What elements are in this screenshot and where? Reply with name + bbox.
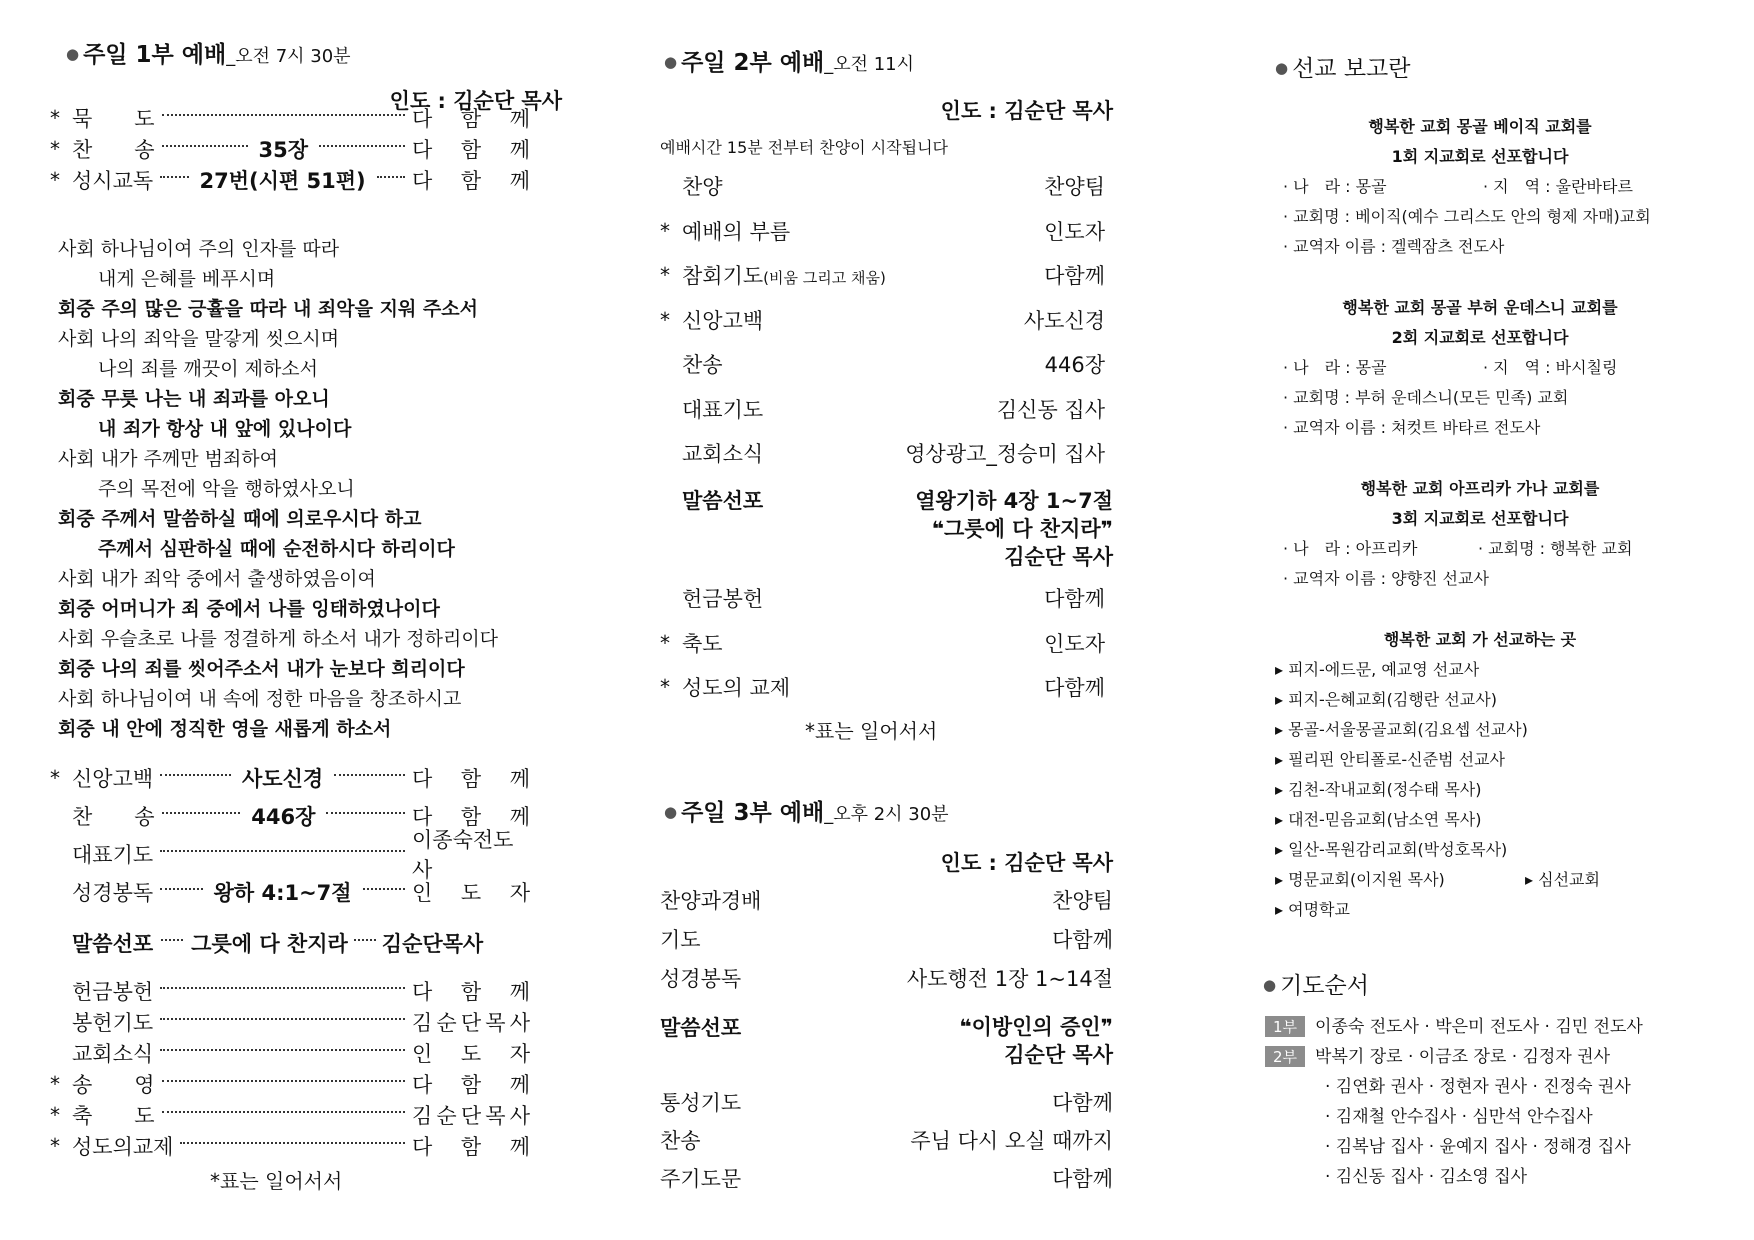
reading-line: 나의 죄를 깨끗이 제하소서 [98, 358, 319, 380]
mission-heading [1275, 50, 1411, 83]
order-value-char: 김 [412, 1104, 433, 1128]
mission-detail-line [1283, 566, 1489, 589]
mission-detail-line [1283, 234, 1504, 257]
bullet-dot-icon: ● [66, 45, 80, 63]
service2-notice: 예배시간 15분 전부터 찬양이 시작됩니다 [660, 138, 948, 157]
reading-line: 회중 무릇 나는 내 죄과를 아오니 [58, 388, 330, 410]
order-value-char: 다 [412, 1073, 433, 1097]
order-label: 찬양 [682, 175, 723, 199]
order-value-char: 사 [509, 1104, 530, 1128]
order-row [660, 1162, 1113, 1194]
leader-dots [160, 987, 405, 989]
order-value-char: 께 [509, 138, 530, 162]
order-label: 헌금봉헌 [72, 980, 154, 1004]
mission-detail: · 교회명 : 부허 운데스니(모든 민족) 교회 [1283, 388, 1569, 407]
order-label: 찬 송 [72, 805, 155, 829]
order-value-char: 함 [460, 1135, 482, 1159]
stand-star: * [50, 1134, 60, 1158]
order-label: 축도 [682, 631, 723, 656]
leader-dots [162, 1111, 405, 1113]
order-value [412, 763, 530, 793]
mission-detail-line [1283, 415, 1540, 438]
prayer-title: 기도순서 [1280, 973, 1369, 999]
sermon-label: 말씀선포 [72, 932, 154, 956]
order-value: 영상광고_정승미 집사 [905, 442, 1105, 466]
order-value-char: 순 [436, 1104, 457, 1128]
order-label: 찬송 [660, 1129, 701, 1153]
bullet-dot-icon: ● [664, 803, 678, 821]
order-label: 묵 도 [72, 107, 155, 131]
order-detail: 35장 [258, 138, 309, 162]
order-value-char: 인 [412, 1042, 433, 1066]
order-label: 봉헌기도 [72, 1011, 154, 1035]
order-value-char: 께 [509, 169, 530, 193]
order-value: 찬양팀 [1044, 175, 1105, 199]
order-label: 찬양과경배 [660, 889, 762, 913]
mission-place: ▸ 필리핀 안티폴로-신준범 선교사 [1275, 750, 1505, 769]
order-row [50, 103, 530, 133]
order-value: 다함께 [1044, 264, 1105, 288]
prayer-names: · 김재철 안수집사 · 심만석 안수집사 [1325, 1107, 1593, 1127]
prayer-line-2: 2부 박복기 장로 · 이금조 장로 · 김정자 권사 [1265, 1042, 1610, 1067]
order-value-char: 사 [509, 1011, 530, 1035]
prayer-names: · 김연화 권사 · 정현자 권사 · 진정숙 권사 [1325, 1077, 1631, 1097]
order-value-char: 다 [412, 107, 433, 131]
mission-block-heading: 3회 지교회로 선포합니다 [1391, 509, 1569, 528]
stand-star: * [50, 766, 60, 790]
order-value-char: 께 [509, 980, 530, 1004]
order-value: 다함께 [1044, 587, 1105, 611]
order-label: 성도의교제 [72, 1135, 174, 1159]
order-value: 인도자 [1044, 631, 1105, 656]
service-badge: 1부 [1265, 1016, 1305, 1037]
sermon-title: 그릇에 다 찬지라 [191, 932, 348, 956]
leader-dots [162, 145, 248, 147]
order-row [660, 1124, 1113, 1156]
leader-dots [160, 888, 202, 890]
order-row [50, 1038, 530, 1068]
mission-list-title: 행복한 교회 가 선교하는 곳 [1383, 630, 1577, 649]
service1-heading [66, 36, 351, 69]
leader-dots [377, 176, 405, 178]
leader-dots [160, 176, 188, 178]
service3-title: 주일 3부 예배 [681, 800, 825, 826]
service1-time: _오전 7시 30분 [226, 46, 351, 67]
order-label: 찬 송 [72, 138, 155, 162]
order-label: 성도의 교제 [682, 676, 791, 700]
leader-dots [160, 850, 405, 852]
order-value [412, 1100, 530, 1130]
service-badge: 2부 [1265, 1046, 1305, 1067]
mission-detail: · 교역자 이름 : 쳐컷트 바타르 전도사 [1283, 418, 1541, 437]
mission-detail: · 교회명 : 베이직(예수 그리스도 안의 형제 자매)교회 [1283, 207, 1651, 226]
leader-dots [160, 1049, 405, 1051]
prayer-line-1: 1부 이종숙 전도사 · 박은미 전도사 · 김민 전도사 [1265, 1012, 1643, 1037]
order-value [412, 134, 530, 164]
leader-dots [334, 774, 405, 776]
order-row [50, 1100, 530, 1130]
order-sublabel: (비움 그리고 채움) [763, 269, 886, 287]
order-row [660, 393, 1105, 425]
order-label: 성시교독 [72, 169, 154, 193]
sermon-scripture: 열왕기하 4장 1~7절 [915, 489, 1113, 513]
leader-dots [363, 888, 405, 890]
order-value [412, 877, 530, 907]
order-row [660, 437, 1105, 469]
order-row [660, 259, 1105, 291]
order-label: 헌금봉헌 [682, 587, 764, 611]
leader-dots [162, 114, 405, 116]
order-row [660, 923, 1113, 955]
mission-place: ▸ 심선교회 [1525, 870, 1600, 889]
stand-star: * [660, 675, 670, 699]
mission-place: ▸ 김천-작내교회(정수태 목사) [1275, 780, 1482, 799]
order-row [660, 884, 1113, 916]
order-value-char: 께 [509, 1135, 530, 1159]
order-value-char: 함 [460, 1073, 482, 1097]
order-value-char: 다 [412, 805, 433, 829]
order-value-char: 자 [509, 881, 530, 905]
stand-star: * [660, 263, 670, 287]
order-value [412, 976, 530, 1006]
stand-star: * [660, 307, 670, 332]
sermon-title: ❝이방인의 증인❞ [959, 1015, 1113, 1039]
leader-dots [160, 774, 231, 776]
stand-star: * [50, 1103, 60, 1127]
order-row [50, 165, 530, 195]
service3-heading [664, 794, 949, 827]
order-value-char: 단 [460, 1011, 482, 1035]
reading-line: 회중 주께서 말씀하실 때에 의로우시다 하고 [58, 508, 422, 530]
mission-detail: · 지 역 : 바시칠링 [1483, 358, 1618, 377]
order-label: 성경봉독 [72, 881, 154, 905]
order-value-char: 다 [412, 767, 433, 791]
mission-place: ▸ 몽골-서울몽골교회(김요셉 선교사) [1275, 720, 1528, 739]
service1-leader: 인도 : 김순단 목사 [389, 89, 562, 113]
order-row [50, 976, 530, 1006]
order-value-char: 도 [460, 881, 482, 905]
order-value-char: 께 [509, 767, 530, 791]
mission-detail-line [1283, 174, 1633, 197]
mission-detail: · 교회명 : 행복한 교회 [1478, 539, 1633, 558]
order-value: 사도행전 1장 1~14절 [906, 967, 1113, 991]
reading-line: 내 죄가 항상 내 앞에 있나이다 [98, 418, 352, 440]
leader-dots [180, 1142, 405, 1144]
mission-place: ▸ 여명학교 [1275, 900, 1350, 919]
mission-place: ▸ 피지-에드문, 예교영 선교사 [1275, 660, 1480, 679]
order-row [50, 1131, 530, 1161]
order-label: 대표기도 [72, 843, 154, 867]
order-value-char: 도 [460, 1042, 482, 1066]
sermon-preacher: 김순단 목사 [1004, 1043, 1113, 1067]
mission-place: ▸ 일산-목원감리교회(박성호목사) [1275, 840, 1508, 859]
service1-title: 주일 1부 예배 [83, 42, 227, 68]
mission-block-heading: 행복한 교회 몽골 베이직 교회를 [1368, 117, 1592, 136]
order-value [412, 165, 530, 195]
order-label: 참회기도(비움 그리고 채움) [682, 264, 886, 288]
reading-line: 회중 내 안에 정직한 영을 새롭게 하소서 [58, 718, 392, 740]
order-value: 사도신경 [1023, 308, 1105, 333]
order-row [660, 215, 1105, 247]
mission-place: ▸ 피지-은혜교회(김행란 선교사) [1275, 690, 1497, 709]
order-value-char: 다 [412, 980, 433, 1004]
sermon-title: ❝그릇에 다 찬지라❞ [931, 517, 1113, 541]
reading-line: 회중 어머니가 죄 중에서 나를 잉태하였나이다 [58, 598, 440, 620]
order-value-char: 다 [412, 138, 433, 162]
order-row [660, 1086, 1113, 1118]
order-value: 찬양팀 [1052, 889, 1113, 913]
mission-detail-line [1283, 204, 1651, 227]
mission-detail: · 교역자 이름 : 양향진 선교사 [1283, 569, 1489, 588]
sermon-preacher: 김순단 목사 [1004, 545, 1113, 569]
reading-line: 회중 나의 죄를 씻어주소서 내가 눈보다 희리이다 [58, 658, 465, 680]
mission-detail: · 나 라 : 몽골 [1283, 358, 1387, 377]
order-detail: 446장 [251, 805, 316, 829]
order-label: 기도 [660, 928, 701, 952]
order-row [50, 134, 530, 164]
stand-star: * [50, 168, 60, 192]
stand-star: * [660, 218, 670, 243]
mission-detail: · 지 역 : 울란바타르 [1483, 177, 1633, 196]
order-label: 찬송 [682, 353, 723, 377]
order-row [660, 304, 1105, 336]
order-label: 성경봉독 [660, 967, 742, 991]
service2-time: _오전 11시 [824, 54, 914, 75]
order-value [412, 103, 530, 133]
service2-title: 주일 2부 예배 [681, 50, 825, 76]
order-row [660, 170, 1105, 202]
order-value: 김신동 집사 [996, 397, 1105, 422]
order-value-char: 께 [509, 805, 530, 829]
mission-detail-line [1283, 355, 1618, 378]
leader-dots [162, 1080, 405, 1082]
order-value-char: 다 [412, 1135, 433, 1159]
reading-line: 사회 하나님이여 내 속에 정한 마음을 창조하시고 [58, 688, 462, 710]
mission-detail: · 나 라 : 몽골 [1283, 177, 1387, 196]
mission-block-heading: 2회 지교회로 선포합니다 [1391, 328, 1569, 347]
order-value-char: 함 [460, 980, 482, 1004]
order-value-char: 함 [460, 107, 482, 131]
order-row [660, 627, 1105, 659]
order-value-char: 함 [460, 805, 482, 829]
order-label: 교회소식 [72, 1042, 154, 1066]
order-row [660, 582, 1105, 614]
service3-sermon-detail [959, 1013, 1113, 1069]
order-row [50, 828, 530, 882]
order-label: 주기도문 [660, 1167, 742, 1191]
leader-dots [319, 145, 405, 147]
order-value-char: 인 [412, 881, 433, 905]
sermon-preacher: 김순단목사 [381, 932, 484, 956]
order-label: 신앙고백 [72, 767, 154, 791]
stand-star: * [50, 137, 60, 161]
reading-line: 회중 주의 많은 긍휼을 따라 내 죄악을 지워 주소서 [58, 298, 478, 320]
service1-sermon-row [50, 928, 530, 958]
mission-place: ▸ 명문교회(이지원 목사) [1275, 870, 1445, 889]
mission-detail: · 나 라 : 아프리카 [1283, 539, 1418, 558]
order-row [50, 1007, 530, 1037]
order-value: 446장 [1044, 353, 1105, 377]
order-value-char: 께 [509, 107, 530, 131]
order-value: 다함께 [1052, 1091, 1113, 1115]
mission-detail-line [1283, 536, 1633, 559]
order-value: 주님 다시 오실 때까지 [910, 1129, 1113, 1153]
reading-line: 내게 은혜를 베푸시며 [98, 268, 276, 290]
mission-place: ▸ 대전-믿음교회(남소연 목사) [1275, 810, 1482, 829]
service3-leader: 인도 : 김순단 목사 [940, 851, 1113, 875]
standing-note: *표는 일어서서 [805, 719, 938, 743]
order-label: 예배의 부름 [682, 219, 791, 244]
order-value-char: 목 [485, 1011, 506, 1035]
order-row [660, 671, 1105, 703]
bullet-dot-icon: ● [664, 53, 678, 71]
mission-block-heading: 행복한 교회 몽골 부허 운데스니 교회를 [1342, 298, 1618, 317]
order-value-char: 자 [509, 1042, 530, 1066]
order-value: 다함께 [1044, 676, 1105, 700]
leader-dots [160, 1018, 405, 1020]
order-value [412, 1007, 530, 1037]
order-label: 교회소식 [682, 442, 764, 466]
order-row [50, 763, 530, 793]
order-label: 신앙고백 [682, 308, 764, 333]
order-detail: 왕하 4:1~7절 [213, 881, 352, 905]
order-value: 인도자 [1044, 219, 1105, 244]
reading-line: 주께서 심판하실 때에 순전하시다 하리이다 [98, 538, 455, 560]
service2-heading [664, 44, 914, 77]
order-row [660, 962, 1113, 994]
leader-dots [326, 812, 405, 814]
order-value [412, 1131, 530, 1161]
order-detail: 사도신경 [242, 767, 324, 791]
mission-detail-line [1283, 385, 1568, 408]
order-label: 대표기도 [682, 397, 764, 422]
mission-title: 선교 보고란 [1292, 56, 1411, 82]
order-label: 송 영 [72, 1073, 155, 1097]
order-label: 통성기도 [660, 1091, 742, 1115]
service3-time: _오후 2시 30분 [824, 804, 949, 825]
order-value-char: 김 [412, 1011, 433, 1035]
prayer-names: · 김복남 집사 · 윤예지 집사 · 정해경 집사 [1325, 1137, 1631, 1157]
order-label: 축 도 [72, 1104, 155, 1128]
prayer-names: · 김신동 집사 · 김소영 집사 [1325, 1167, 1528, 1187]
sermon-label: 말씀선포 [660, 1016, 742, 1040]
order-value-char: 께 [509, 1073, 530, 1097]
order-value [412, 824, 530, 884]
order-value-char: 목 [485, 1104, 506, 1128]
order-value [412, 1038, 530, 1068]
order-row [50, 1069, 530, 1099]
mission-block-heading: 행복한 교회 아프리카 가나 교회를 [1360, 479, 1600, 498]
mission-block-heading: 1회 지교회로 선포합니다 [1391, 147, 1569, 166]
reading-line: 주의 목전에 악을 행하였사오니 [98, 478, 355, 500]
reading-line: 사회 내가 죄악 중에서 출생하였음이여 [58, 568, 376, 590]
order-value-char: 순 [436, 1011, 457, 1035]
stand-star: * [50, 1072, 60, 1096]
service2-leader: 인도 : 김순단 목사 [940, 99, 1113, 123]
prayer-heading [1263, 967, 1369, 1000]
order-detail: 27번(시편 51편) [199, 169, 366, 193]
order-value [412, 1069, 530, 1099]
service2-sermon-detail [915, 487, 1113, 571]
order-row [50, 877, 530, 907]
stand-star: * [660, 630, 670, 655]
order-value-char: 다 [412, 169, 433, 193]
reading-line: 사회 하나님이여 주의 인자를 따라 [58, 238, 340, 260]
order-value-char: 함 [460, 138, 482, 162]
order-row [660, 348, 1105, 380]
order-value-char: 이종숙전도사 [412, 828, 514, 882]
bullet-dot-icon: ● [1263, 976, 1277, 994]
order-value-char: 함 [460, 169, 482, 193]
reading-line: 사회 내가 주께만 범죄하여 [58, 448, 279, 470]
order-value-char: 함 [460, 767, 482, 791]
leader-dots [162, 812, 241, 814]
mission-detail: · 교역자 이름 : 겔렉잠츠 전도사 [1283, 237, 1505, 256]
order-value: 다함께 [1052, 928, 1113, 952]
reading-line: 사회 나의 죄악을 말갛게 씻으시며 [58, 328, 340, 350]
reading-line: 사회 우슬초로 나를 정결하게 하소서 내가 정하리이다 [58, 628, 499, 650]
order-value: 다함께 [1052, 1167, 1113, 1191]
order-value-char: 단 [460, 1104, 482, 1128]
sermon-label: 말씀선포 [682, 489, 764, 513]
standing-note: *표는 일어서서 [210, 1169, 343, 1193]
bullet-dot-icon: ● [1275, 59, 1289, 77]
stand-star: * [50, 106, 60, 130]
